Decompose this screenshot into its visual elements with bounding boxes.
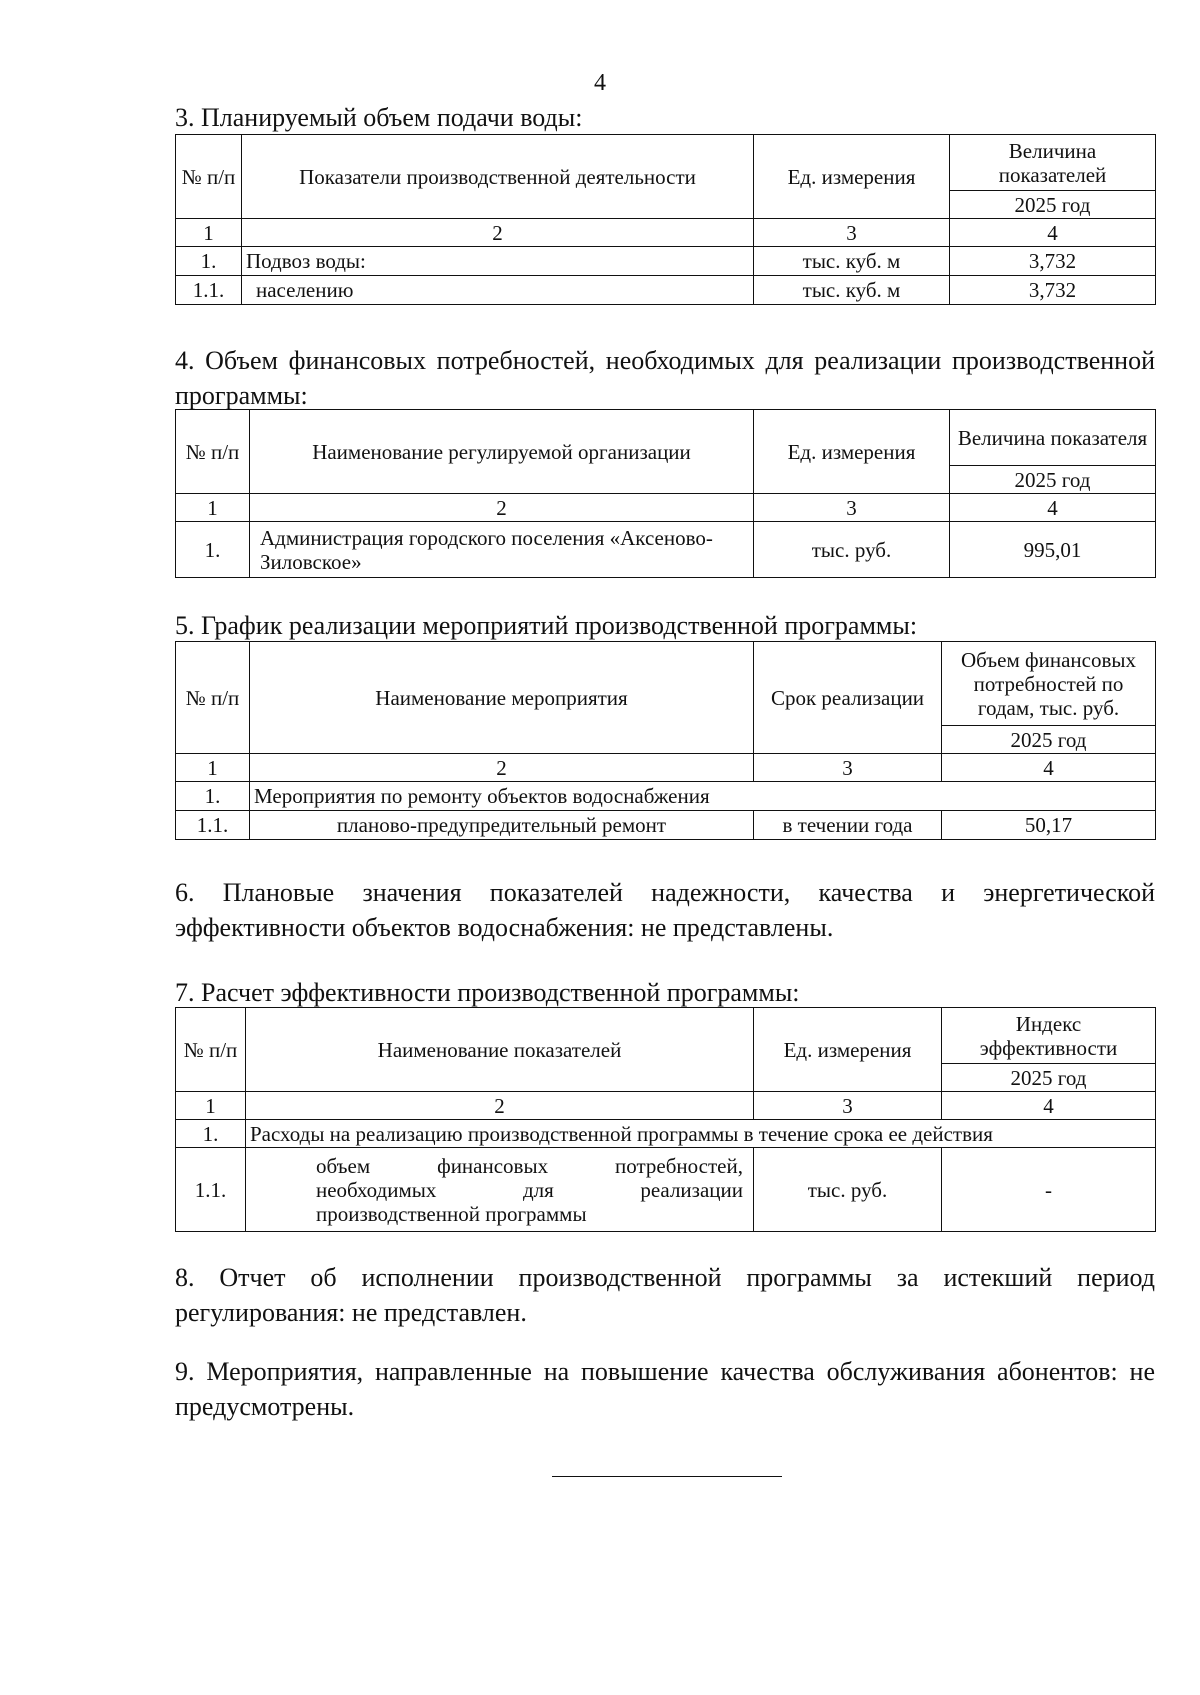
closing-separator-line	[552, 1476, 782, 1477]
water-supply-table	[175, 134, 1156, 305]
efficiency-table	[175, 1007, 1156, 1232]
row-name: Администрация городского поселения «Аксеново-Зиловское»	[250, 522, 754, 578]
row-num: 1.	[176, 1120, 246, 1148]
index-cell: 3	[754, 754, 942, 782]
row-value: 995,01	[950, 522, 1156, 578]
row-unit: тыс. руб.	[754, 1148, 942, 1232]
col-year-header: 2025 год	[942, 726, 1156, 754]
col-value-header: Объем финансовых потребностей по годам, тыс. руб.	[942, 642, 1156, 726]
row-num: 1.1.	[176, 276, 242, 305]
col-value-header: Величина показателя	[950, 410, 1156, 466]
group-row	[176, 782, 1156, 811]
col-year-header: 2025 год	[950, 191, 1156, 219]
section8-text: 8. Отчет об исполнении производственной программы за истекший период регулирования: не представлен.	[175, 1263, 1155, 1327]
index-cell: 2	[250, 754, 754, 782]
table-row	[176, 247, 1156, 276]
section3-heading: 3. Планируемый объем подачи воды:	[175, 103, 583, 132]
group-row	[176, 1120, 1156, 1148]
section9-text: 9. Мероприятия, направленные на повышение качества обслуживания абонентов: не предусмотрены.	[175, 1357, 1155, 1421]
table-row	[176, 522, 1156, 578]
page-number: 4	[594, 70, 606, 96]
index-cell: 4	[942, 754, 1156, 782]
index-cell: 4	[942, 1092, 1156, 1120]
section5-heading: 5. График реализации мероприятий производственной программы:	[175, 611, 918, 640]
table-row	[176, 1148, 1156, 1232]
col-name-header: Наименование показателей	[246, 1008, 754, 1092]
row-num: 1.1.	[176, 1148, 246, 1232]
col-value-header: Индекс эффективности	[942, 1008, 1156, 1064]
row-value: 3,732	[950, 247, 1156, 276]
schedule-table	[175, 641, 1156, 840]
row-name: объем финансовых потребностей, необходимых для реализации производственной программы	[246, 1148, 754, 1232]
index-cell: 3	[754, 1092, 942, 1120]
col-num-header: № п/п	[176, 642, 250, 754]
index-cell: 3	[754, 494, 950, 522]
row-name: Подвоз воды:	[242, 247, 754, 276]
row-name: Расходы на реализацию производственной программы в течение срока ее действия	[246, 1120, 1156, 1148]
row-value: -	[942, 1148, 1156, 1232]
table-row	[176, 811, 1156, 840]
row-num: 1.	[176, 247, 242, 276]
index-cell: 1	[176, 494, 250, 522]
col-num-header: № п/п	[176, 135, 242, 219]
row-value: 50,17	[942, 811, 1156, 840]
col-unit-header: Ед. измерения	[754, 1008, 942, 1092]
col-num-header: № п/п	[176, 1008, 246, 1092]
row-num: 1.1.	[176, 811, 250, 840]
index-cell: 2	[246, 1092, 754, 1120]
index-cell: 1	[176, 1092, 246, 1120]
row-term: в течении года	[754, 811, 942, 840]
col-num-header: № п/п	[176, 410, 250, 494]
row-unit: тыс. руб.	[754, 522, 950, 578]
index-cell: 4	[950, 494, 1156, 522]
row-name: планово-предупредительный ремонт	[250, 811, 754, 840]
index-cell: 2	[250, 494, 754, 522]
col-unit-header: Ед. измерения	[754, 135, 950, 219]
index-cell: 1	[176, 754, 250, 782]
col-year-header: 2025 год	[942, 1064, 1156, 1092]
row-num: 1.	[176, 522, 250, 578]
row-num: 1.	[176, 782, 250, 811]
row-value: 3,732	[950, 276, 1156, 305]
col-value-header: Величина показателей	[950, 135, 1156, 191]
table-row	[176, 276, 1156, 305]
section6-text: 6. Плановые значения показателей надежности, качества и энергетической эффективности объектов водоснабжения: не представлены.	[175, 878, 1155, 942]
col-year-header: 2025 год	[950, 466, 1156, 494]
col-unit-header: Ед. измерения	[754, 410, 950, 494]
index-cell: 3	[754, 219, 950, 247]
section4-heading: 4. Объем финансовых потребностей, необходимых для реализации производственной программы:	[175, 346, 1155, 410]
col-name-header: Наименование мероприятия	[250, 642, 754, 754]
row-unit: тыс. куб. м	[754, 247, 950, 276]
row-name: населению	[242, 276, 754, 305]
index-cell: 1	[176, 219, 242, 247]
col-name-header: Показатели производственной деятельности	[242, 135, 754, 219]
col-term-header: Срок реализации	[754, 642, 942, 754]
financial-needs-table	[175, 409, 1156, 578]
col-name-header: Наименование регулируемой организации	[250, 410, 754, 494]
index-cell: 4	[950, 219, 1156, 247]
index-cell: 2	[242, 219, 754, 247]
row-unit: тыс. куб. м	[754, 276, 950, 305]
section7-heading: 7. Расчет эффективности производственной программы:	[175, 978, 800, 1007]
row-name: Мероприятия по ремонту объектов водоснабжения	[250, 782, 1156, 811]
